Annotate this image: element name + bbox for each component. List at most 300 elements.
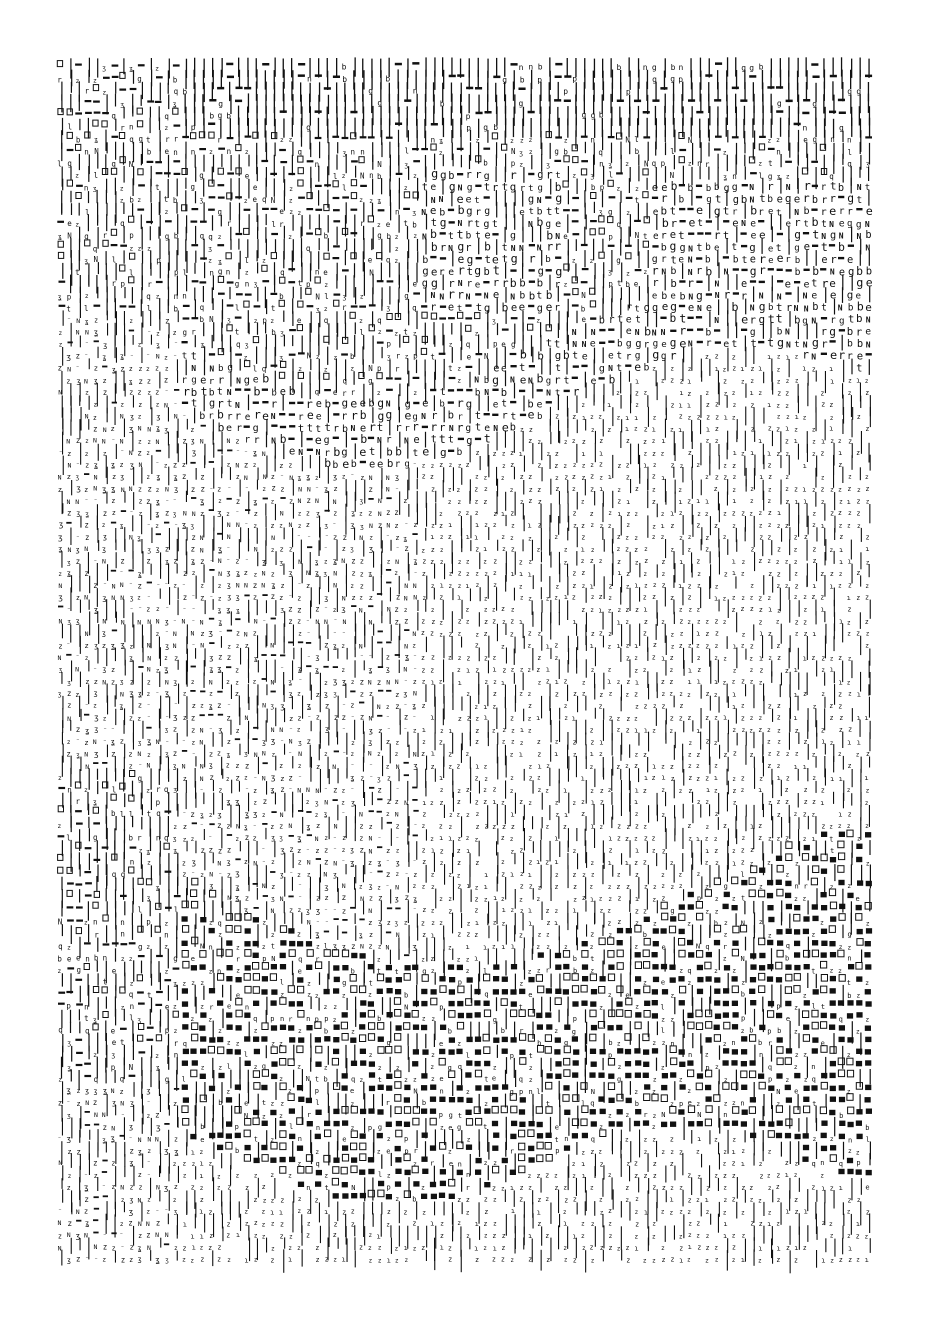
bar-mark	[115, 142, 116, 160]
glyph-mark: r	[847, 351, 853, 362]
glyph-mark: N	[724, 268, 729, 277]
glyph-mark: z	[777, 714, 781, 722]
glyph-mark: z	[394, 508, 399, 517]
glyph-mark: z	[191, 533, 196, 542]
bar-mark	[834, 636, 835, 651]
glyph-mark: t	[696, 243, 702, 254]
bar-mark	[292, 661, 293, 681]
glyph-mark: z	[696, 461, 700, 469]
bar-mark	[851, 660, 852, 678]
bar-mark	[284, 335, 285, 347]
glyph-mark: e	[653, 207, 659, 218]
glyph-mark: N	[750, 195, 755, 204]
glyph-mark: z	[412, 642, 416, 649]
glyph-mark: g	[670, 239, 677, 253]
glyph-mark: ɿ	[474, 533, 478, 541]
bar-mark	[124, 624, 125, 642]
bar-mark	[768, 148, 775, 150]
glyph-mark: z	[528, 559, 532, 566]
glyph-mark: n	[315, 268, 320, 277]
bar-mark	[514, 214, 515, 230]
bar-mark	[842, 131, 843, 142]
glyph-mark: z	[572, 437, 576, 445]
glyph-mark: b	[387, 232, 392, 241]
glyph-mark: z	[625, 691, 629, 698]
glyph-mark: q	[466, 340, 471, 349]
bar-mark	[160, 215, 161, 236]
glyph-mark: r	[839, 206, 845, 217]
glyph-mark: z	[395, 690, 399, 699]
bar-mark	[488, 455, 489, 477]
bar-mark	[283, 251, 284, 268]
glyph-mark: N	[298, 486, 302, 494]
bar-mark	[257, 262, 258, 273]
bar-mark	[200, 281, 207, 283]
glyph-mark: g	[847, 288, 854, 301]
bar-mark	[665, 660, 666, 676]
bar-mark	[79, 576, 80, 591]
glyph-mark: t	[422, 182, 428, 194]
glyph-mark: z	[705, 474, 709, 481]
bar-mark	[608, 245, 615, 247]
glyph-mark: z	[342, 473, 346, 481]
glyph-mark: b	[76, 136, 81, 145]
bar-mark	[461, 637, 462, 648]
glyph-mark: e	[369, 458, 375, 470]
glyph-mark: z	[626, 510, 630, 518]
bar-mark	[79, 95, 80, 111]
glyph-mark: ʓ	[201, 340, 205, 348]
glyph-mark: q	[343, 377, 348, 386]
glyph-mark: e	[245, 171, 250, 180]
bar-mark	[550, 552, 551, 568]
glyph-mark: z	[705, 642, 709, 650]
glyph-mark: N	[120, 594, 124, 602]
bar-mark	[265, 287, 266, 309]
bar-mark	[292, 528, 293, 547]
bar-mark	[408, 564, 409, 581]
glyph-mark: N	[306, 569, 310, 577]
glyph-mark: b	[671, 180, 678, 193]
glyph-mark: r	[546, 240, 553, 254]
bar-mark	[138, 666, 143, 668]
bar-mark	[554, 99, 561, 102]
glyph-mark: z	[466, 461, 470, 469]
glyph-mark: ɿ	[590, 642, 594, 650]
bar-mark	[558, 286, 559, 302]
bar-mark	[417, 251, 418, 262]
glyph-mark: g	[67, 159, 72, 168]
bar-mark	[408, 166, 409, 180]
glyph-mark: ɿ	[848, 558, 852, 566]
glyph-mark: N	[458, 183, 463, 192]
glyph-mark: ⁻	[315, 485, 319, 493]
bar-mark	[298, 74, 305, 77]
bar-mark	[728, 720, 729, 734]
bar-mark	[568, 660, 569, 673]
glyph-mark: r	[626, 351, 632, 362]
bar-mark	[461, 468, 462, 485]
bar-mark	[479, 395, 480, 411]
glyph-mark: z	[146, 450, 150, 457]
glyph-mark: r	[324, 448, 330, 459]
bar-mark	[789, 311, 790, 327]
bar-mark	[88, 70, 89, 83]
glyph-mark: z	[439, 631, 443, 638]
bar-mark	[866, 353, 872, 355]
glyph-mark: z	[350, 702, 354, 710]
glyph-mark: N	[804, 304, 809, 313]
bar-mark	[377, 715, 382, 717]
bar-mark	[700, 94, 701, 113]
bar-mark	[245, 294, 252, 296]
bar-mark	[306, 665, 311, 667]
glyph-mark: z	[865, 583, 869, 590]
bar-mark	[584, 227, 585, 246]
bar-mark	[408, 371, 409, 387]
glyph-mark: b	[200, 315, 205, 324]
glyph-mark: ʓ	[298, 475, 302, 482]
bar-mark	[478, 95, 479, 114]
glyph-mark: e	[377, 459, 383, 471]
glyph-mark: ʒ	[173, 713, 178, 722]
bar-mark	[177, 431, 178, 454]
glyph-mark: z	[413, 232, 417, 240]
bar-mark	[744, 143, 745, 154]
glyph-mark: z	[369, 690, 373, 698]
glyph-mark: r	[830, 315, 836, 326]
bar-mark	[568, 190, 569, 204]
bar-mark	[475, 293, 481, 295]
glyph-mark: z	[670, 632, 674, 639]
bar-mark	[824, 528, 825, 546]
glyph-mark: z	[449, 341, 453, 349]
bar-mark	[834, 492, 835, 510]
bar-mark	[585, 479, 586, 495]
glyph-mark: z	[590, 607, 594, 614]
bar-mark	[88, 214, 89, 231]
glyph-mark: ʒ	[360, 523, 364, 530]
bar-mark	[586, 636, 587, 651]
glyph-mark: ʓ	[85, 511, 89, 518]
glyph-mark: ʒ	[288, 569, 292, 578]
glyph-mark: z	[821, 691, 825, 698]
glyph-mark: ʒ	[130, 595, 134, 602]
glyph-mark: b	[847, 325, 853, 338]
glyph-mark: r	[457, 289, 464, 302]
glyph-mark: z	[609, 715, 613, 723]
bar-mark	[209, 509, 214, 511]
glyph-mark: z	[413, 678, 417, 686]
bar-mark	[319, 214, 320, 230]
glyph-mark: z	[848, 581, 852, 589]
bar-mark	[262, 63, 269, 66]
glyph-mark: z	[838, 703, 842, 711]
glyph-mark: z	[750, 667, 754, 674]
bar-mark	[132, 203, 133, 216]
bar-mark	[555, 76, 562, 79]
bar-mark	[524, 456, 525, 472]
bar-mark	[116, 684, 117, 699]
glyph-mark: ʓ	[209, 703, 213, 711]
bar-mark	[404, 99, 411, 102]
glyph-mark: z	[537, 462, 541, 470]
glyph-mark: t	[617, 279, 622, 288]
glyph-mark: ⁻	[342, 630, 346, 638]
glyph-mark: z	[280, 545, 284, 554]
glyph-mark: z	[634, 667, 638, 675]
bar-mark	[133, 492, 134, 510]
glyph-mark: z	[572, 413, 576, 421]
glyph-mark: ⁻	[76, 365, 80, 373]
bar-mark	[497, 298, 498, 314]
glyph-mark: N	[794, 208, 799, 217]
bar-mark	[112, 65, 119, 67]
bar-mark	[789, 648, 790, 669]
glyph-mark: r	[279, 220, 284, 229]
glyph-mark: z	[617, 545, 621, 553]
bar-mark	[160, 564, 161, 579]
bar-mark	[115, 648, 116, 662]
bar-mark	[398, 299, 399, 317]
glyph-mark: t	[697, 218, 703, 229]
bar-mark	[213, 322, 214, 341]
glyph-mark: z	[164, 124, 168, 132]
bar-mark	[142, 551, 143, 573]
glyph-mark: b	[662, 216, 669, 230]
glyph-mark: z	[785, 390, 789, 398]
glyph-mark: ⁻	[67, 606, 71, 614]
glyph-mark: N	[120, 437, 124, 445]
glyph-mark: z	[84, 521, 89, 530]
bar-mark	[852, 455, 853, 470]
glyph-mark: N	[68, 461, 72, 469]
glyph-mark: z	[829, 546, 833, 554]
glyph-mark: z	[821, 474, 825, 481]
glyph-mark: z	[360, 556, 364, 565]
bar-mark	[262, 678, 267, 680]
glyph-mark: b	[706, 184, 711, 194]
glyph-mark: g	[555, 349, 562, 362]
glyph-mark: z	[715, 630, 719, 638]
bar-mark	[327, 166, 328, 187]
bar-mark	[297, 402, 303, 404]
glyph-mark: N	[811, 316, 816, 325]
glyph-mark: r	[679, 324, 686, 338]
glyph-mark: z	[164, 376, 169, 385]
glyph-mark: N	[750, 303, 755, 312]
glyph-mark: g	[244, 374, 250, 386]
bar-mark	[218, 293, 225, 295]
glyph-mark: z	[369, 197, 373, 205]
bar-mark	[275, 239, 276, 252]
glyph-mark: e	[413, 280, 418, 289]
bar-mark	[706, 220, 712, 222]
bar-mark	[151, 528, 152, 544]
bar-mark	[585, 118, 586, 137]
glyph-mark: t	[715, 192, 722, 205]
bar-mark	[160, 647, 161, 666]
bar-mark	[745, 684, 746, 696]
glyph-mark: ʒ	[67, 679, 71, 686]
glyph-mark: ʓ	[342, 677, 347, 686]
glyph-mark: z	[812, 438, 816, 445]
glyph-mark: z	[226, 511, 230, 518]
glyph-mark: b	[599, 315, 605, 326]
glyph-mark: z	[573, 510, 577, 518]
glyph-mark: z	[590, 510, 594, 518]
glyph-mark: z	[58, 364, 63, 373]
glyph-mark: N	[865, 244, 870, 253]
bar-mark	[386, 330, 393, 332]
bar-mark	[567, 528, 568, 541]
glyph-mark: b	[680, 292, 686, 303]
glyph-mark: q	[617, 220, 622, 229]
glyph-mark: N	[137, 619, 141, 627]
bar-mark	[203, 322, 204, 336]
glyph-mark: z	[200, 510, 204, 518]
bar-mark	[190, 462, 195, 464]
glyph-mark: q	[306, 244, 311, 253]
glyph-mark: q	[829, 172, 834, 181]
bar-mark	[510, 353, 517, 355]
glyph-mark: z	[785, 402, 789, 410]
bar-mark	[94, 305, 101, 307]
glyph-mark: q	[598, 148, 603, 157]
bar-mark	[558, 394, 559, 410]
bar-mark	[208, 209, 215, 211]
glyph-mark: ɿ	[430, 533, 434, 541]
glyph-mark: z	[723, 473, 727, 481]
glyph-mark: N	[254, 617, 258, 625]
glyph-mark: r	[510, 168, 517, 182]
glyph-mark: r	[217, 136, 222, 145]
glyph-mark: z	[830, 415, 834, 422]
glyph-mark: z	[359, 510, 363, 517]
bar-mark	[142, 227, 143, 250]
bar-mark	[262, 389, 268, 391]
glyph-mark: z	[475, 631, 479, 638]
glyph-mark: N	[811, 353, 816, 362]
glyph-mark: ɿ	[829, 425, 833, 433]
bar-mark	[612, 83, 613, 102]
glyph-mark: z	[705, 617, 709, 625]
glyph-mark: z	[865, 389, 869, 397]
bar-mark	[324, 184, 331, 186]
bar-mark	[116, 311, 117, 335]
glyph-mark: z	[679, 642, 683, 650]
glyph-mark: z	[103, 388, 108, 397]
glyph-mark: q	[146, 292, 151, 301]
glyph-mark: n	[369, 171, 374, 180]
bar-mark	[523, 673, 524, 691]
glyph-mark: b	[599, 111, 604, 120]
bar-mark	[204, 239, 205, 260]
glyph-mark: z	[697, 414, 701, 422]
glyph-mark: l	[609, 171, 614, 180]
bar-mark	[522, 191, 523, 207]
bar-mark	[266, 214, 267, 225]
glyph-mark: z	[625, 606, 629, 614]
bar-mark	[102, 112, 109, 114]
glyph-mark: l	[759, 171, 764, 180]
bar-mark	[710, 551, 711, 563]
glyph-mark: z	[803, 605, 807, 613]
bar-mark	[187, 672, 188, 687]
glyph-mark: t	[768, 159, 773, 168]
bar-mark	[585, 142, 586, 153]
bar-mark	[861, 528, 862, 542]
glyph-mark: ɿ	[759, 655, 763, 663]
bar-mark	[608, 329, 614, 331]
bar-mark	[130, 88, 137, 90]
glyph-mark: ʓ	[403, 534, 407, 542]
bar-mark	[656, 312, 657, 328]
bar-mark	[816, 370, 817, 381]
glyph-mark: z	[254, 317, 258, 325]
glyph-mark: ⁻	[147, 522, 151, 530]
bar-mark	[567, 419, 568, 437]
glyph-mark: ɿ	[839, 618, 843, 626]
glyph-mark: z	[235, 689, 239, 698]
glyph-mark: z	[847, 629, 851, 637]
bar-mark	[833, 58, 834, 77]
bar-mark	[389, 118, 390, 137]
glyph-mark: z	[750, 401, 754, 409]
glyph-mark: e	[253, 183, 258, 192]
glyph-mark: ʓ	[271, 581, 275, 590]
glyph-mark: r	[404, 424, 410, 434]
glyph-mark: z	[430, 558, 434, 566]
glyph-mark: z	[245, 642, 249, 650]
glyph-mark: ɿ	[794, 714, 798, 722]
glyph-mark: N	[786, 183, 791, 192]
glyph-mark: z	[724, 390, 728, 397]
glyph-mark: r	[306, 397, 313, 411]
glyph-mark: z	[865, 618, 869, 626]
glyph-mark: z	[138, 413, 142, 421]
glyph-mark: z	[359, 317, 363, 325]
bar-mark	[276, 551, 277, 565]
bar-mark	[355, 443, 356, 459]
bar-mark	[160, 696, 161, 719]
bar-mark	[807, 540, 808, 561]
glyph-mark: e	[777, 194, 783, 206]
bar-mark	[816, 143, 817, 161]
bar-mark	[398, 155, 399, 173]
bar-mark	[292, 311, 293, 326]
glyph-mark: ⁻	[103, 738, 107, 746]
bar-mark	[584, 250, 585, 267]
bar-mark	[213, 443, 214, 458]
bar-mark	[230, 239, 231, 250]
bar-mark	[381, 564, 382, 577]
glyph-mark: p	[262, 316, 267, 325]
glyph-mark: e	[484, 229, 490, 241]
glyph-mark: r	[706, 338, 712, 349]
glyph-mark: z	[394, 605, 399, 614]
bar-mark	[334, 294, 341, 296]
bar-mark	[85, 112, 92, 114]
glyph-mark: z	[520, 595, 524, 602]
bar-mark	[354, 275, 355, 297]
glyph-mark: g	[616, 256, 621, 265]
glyph-mark: z	[776, 403, 780, 410]
glyph-mark: z	[395, 618, 400, 627]
bar-mark	[230, 202, 231, 220]
bar-mark	[187, 649, 188, 672]
glyph-mark: b	[625, 280, 630, 289]
